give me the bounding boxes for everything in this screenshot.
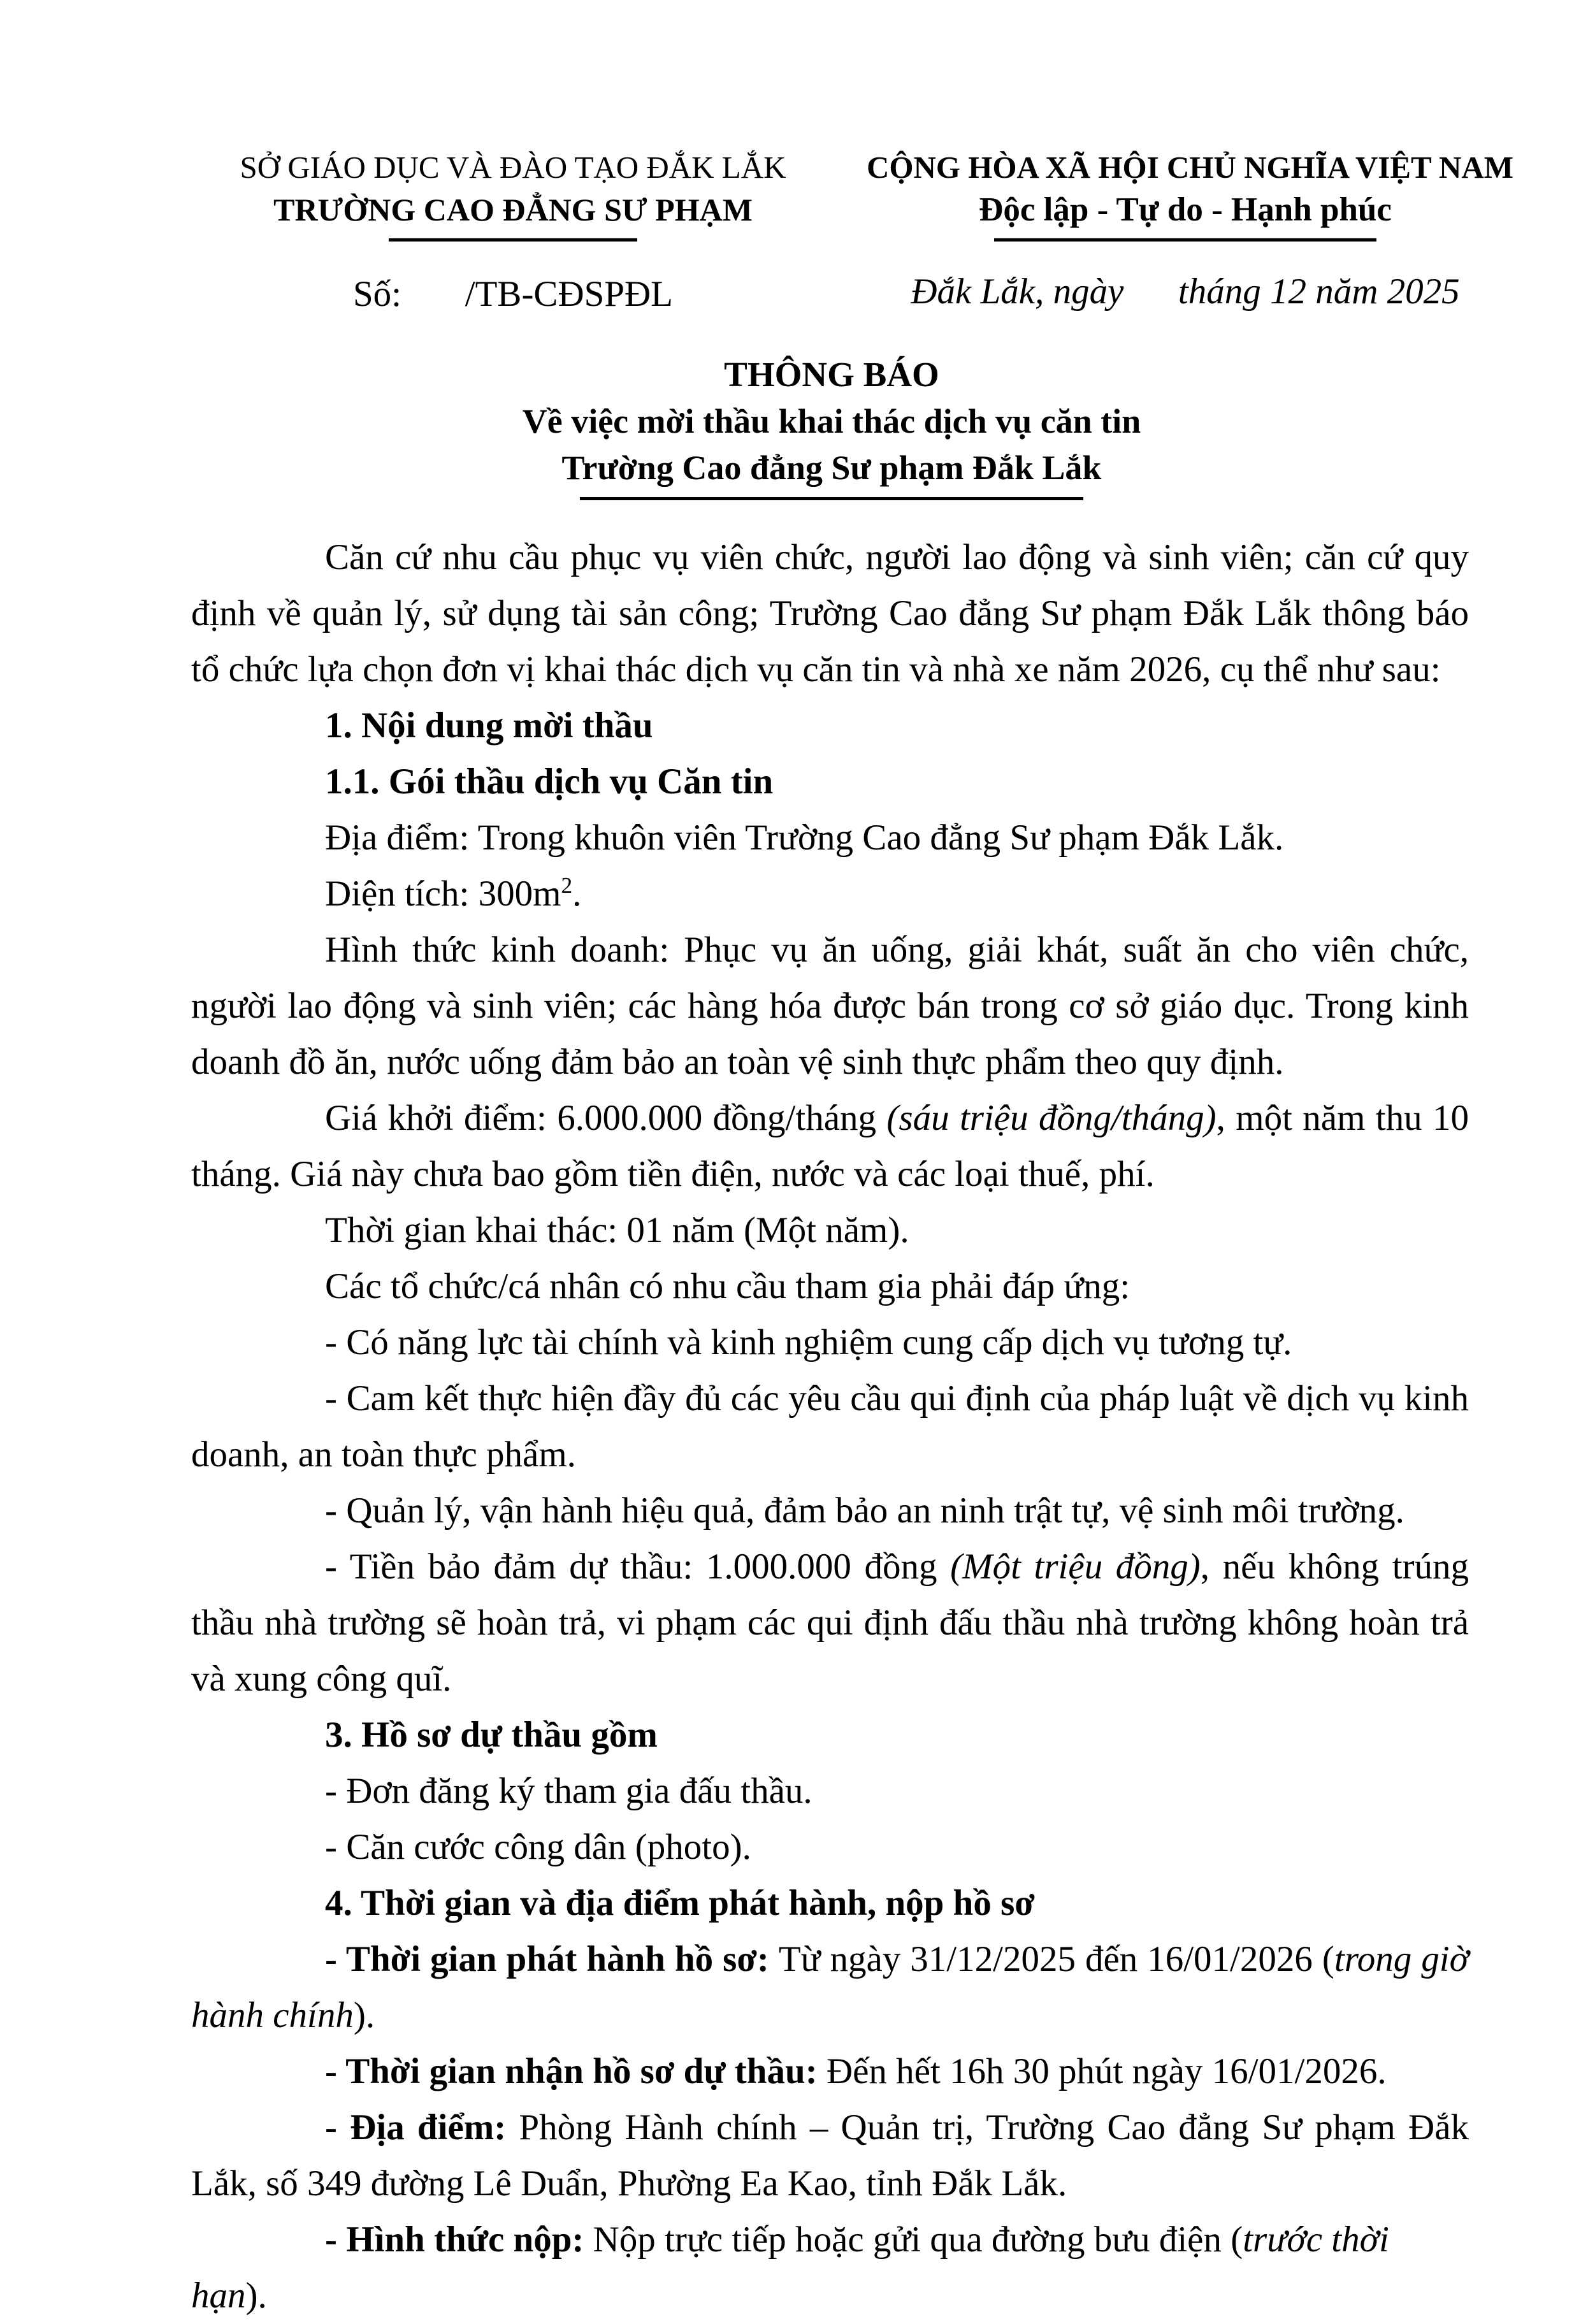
text-run: 4. Thời gian và địa điểm phát hành, nộp hồ sơ xyxy=(325,1883,1035,1923)
text-run: - Cam kết thực hiện đầy đủ các yêu cầu qui định của pháp luật về dịch vụ kinh doanh, an toàn thực phẩm. xyxy=(191,1378,1469,1475)
text-run: ). xyxy=(245,2276,267,2316)
org-name-underline xyxy=(389,238,637,242)
text-run: ). xyxy=(353,1995,375,2035)
text-run: trong giờ hành chính xyxy=(191,1939,1469,2035)
org-name: TRƯỜNG CAO ĐẲNG SƯ PHẠM xyxy=(273,192,753,227)
opening-paragraph xyxy=(191,530,1469,698)
section-heading xyxy=(191,1707,1469,1763)
list-item xyxy=(191,1371,1469,1483)
text-run: Nộp trực tiếp hoặc gửi qua đường bưu điện ( xyxy=(593,2219,1243,2260)
motto-underline xyxy=(994,238,1376,242)
text-run: Địa điểm: Trong khuôn viên Trường Cao đẳng Sư phạm Đắk Lắk. xyxy=(325,818,1284,858)
text-run: - Hình thức nộp: xyxy=(325,2219,593,2260)
title-main: THÔNG BÁO xyxy=(724,355,939,394)
paragraph xyxy=(191,1090,1469,1202)
paragraph xyxy=(191,866,1469,922)
text-run: Phòng Hành chính – Quản trị, Trường Cao đẳng Sư phạm Đắk Lắk, số 349 đường Lê Duẩn, Phường Ea Kao, tỉnh Đắk Lắk. xyxy=(191,2107,1469,2204)
section-heading xyxy=(191,754,1469,810)
text-run: - Căn cước công dân (photo). xyxy=(325,1827,751,1867)
text-run: Căn cứ nhu cầu phục vụ viên chức, người lao động và sinh viên; căn cứ quy định về quản lý, sử dụng tài sản công; Trường Cao đẳng Sư phạm Đắk Lắk thông báo tổ chức lựa chọn đơn vị khai thác dịch vụ căn tin và nhà xe năm 2026, cụ thể như sau: xyxy=(191,537,1469,689)
text-run: - Thời gian phát hành hồ sơ: xyxy=(325,1939,779,1979)
list-item xyxy=(191,2100,1469,2212)
text-run: - Có năng lực tài chính và kinh nghiệm cung cấp dịch vụ tương tự. xyxy=(325,1322,1292,1362)
paragraph xyxy=(191,1202,1469,1259)
text-run: - Thời gian nhận hồ sơ dự thầu: xyxy=(325,2051,827,2091)
paragraph xyxy=(191,810,1469,866)
title-underline xyxy=(580,497,1083,500)
text-run: Đến hết 16h 30 phút ngày 16/01/2026. xyxy=(826,2051,1387,2091)
list-item xyxy=(191,1819,1469,1875)
title-subject: Về việc mời thầu khai thác dịch vụ căn tin xyxy=(522,402,1141,440)
document-header xyxy=(0,147,1581,320)
list-item xyxy=(191,2044,1469,2100)
list-item xyxy=(191,1315,1469,1371)
text-run: Các tổ chức/cá nhân có nhu cầu tham gia phải đáp ứng: xyxy=(325,1266,1130,1306)
text-run: Giá khởi điểm: 6.000.000 đồng/tháng xyxy=(325,1098,887,1138)
national-title: CỘNG HÒA XÃ HỘI CHỦ NGHĨA VIỆT NAM xyxy=(867,150,1514,185)
text-run: - Quản lý, vận hành hiệu quả, đảm bảo an ninh trật tự, vệ sinh môi trường. xyxy=(325,1490,1404,1531)
national-motto: Độc lập - Tự do - Hạnh phúc xyxy=(979,191,1392,228)
text-run: 1.1. Gói thầu dịch vụ Căn tin xyxy=(325,761,774,802)
text-run: - Tiền bảo đảm dự thầu: 1.000.000 đồng xyxy=(325,1547,951,1587)
text-run: 2 xyxy=(561,873,573,898)
text-run: Hình thức kinh doanh: Phục vụ ăn uống, giải khát, suất ăn cho viên chức, người lao động và sinh viên; các hàng hóa được bán trong cơ sở giáo dục. Trong kinh doanh đồ ăn, nước uống đảm bảo an toàn vệ sinh thực phẩm theo quy định. xyxy=(191,930,1469,1082)
text-run: , một năm thu 10 tháng. Giá này chưa bao gồm tiền điện, nước và các loại thuế, phí. xyxy=(191,1098,1469,1194)
list-item xyxy=(191,1931,1469,2044)
text-run: - Địa điểm: xyxy=(325,2107,519,2147)
text-run: - Đơn đăng ký tham gia đấu thầu. xyxy=(325,1771,812,1811)
list-item xyxy=(191,1539,1469,1707)
text-run: 1. Nội dung mời thầu xyxy=(325,705,653,746)
text-run: Từ ngày 31/12/2025 đến 16/01/2026 ( xyxy=(778,1939,1334,1979)
text-run: . xyxy=(572,874,582,914)
paragraph xyxy=(191,922,1469,1090)
document-title-block xyxy=(191,354,1472,500)
issuing-org-block xyxy=(210,147,816,315)
text-run: Thời gian khai thác: 01 năm (Một năm). xyxy=(325,1210,909,1250)
paragraph xyxy=(191,1259,1469,1315)
section-heading xyxy=(191,698,1469,754)
document-number: Số: /TB-CĐSPĐL xyxy=(352,274,673,314)
place-date-line: Đắk Lắk, ngày tháng 12 năm 2025 xyxy=(911,271,1460,312)
list-item xyxy=(191,1763,1469,1819)
national-header-block xyxy=(867,147,1514,312)
title-org-name: Trường Cao đẳng Sư phạm Đắk Lắk xyxy=(561,449,1102,487)
text-run: , nếu không trúng thầu nhà trường sẽ hoàn trả, vi phạm các qui định đấu thầu nhà trường không hoàn trả và xung công quĩ. xyxy=(191,1547,1469,1699)
text-run: Diện tích: 300m xyxy=(325,874,561,914)
document-body xyxy=(191,530,1469,2324)
section-heading xyxy=(191,1875,1469,1931)
text-run: (sáu triệu đồng/tháng) xyxy=(886,1098,1216,1138)
org-parent-name: SỞ GIÁO DỤC VÀ ĐÀO TẠO ĐẮK LẮK xyxy=(240,150,786,185)
list-item xyxy=(191,1483,1469,1539)
text-run: 3. Hồ sơ dự thầu gồm xyxy=(325,1715,658,1755)
list-item xyxy=(191,2212,1469,2324)
text-run: trước thời hạn xyxy=(191,2219,1389,2316)
text-run: (Một triệu đồng) xyxy=(950,1547,1201,1587)
